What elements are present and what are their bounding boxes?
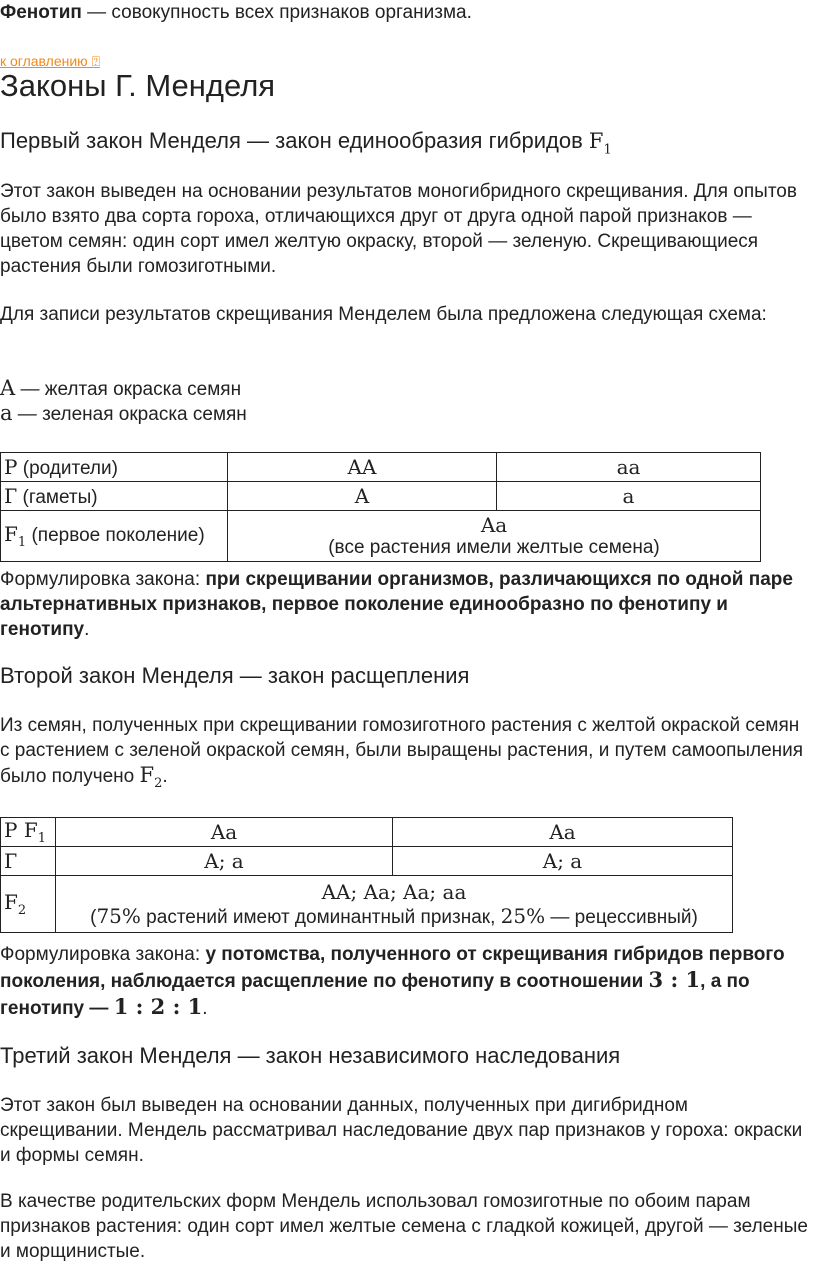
table-cell: aa — [497, 453, 761, 482]
legend-symbol: a — [0, 401, 13, 425]
law1-paragraph-2: Для записи результатов скрещивания Менделем была предложена следующая схема: — [0, 304, 767, 325]
table-cell: AA — [228, 453, 497, 482]
table-cell: AA; Aa; Aa; aa (75% растений имеют доминантный признак, 25% — рецессивный) — [56, 876, 733, 933]
phenotype-definition — [0, 0, 812, 25]
law1-heading-text: Первый закон Менделя — закон единообразия гибридов — [0, 128, 589, 153]
law3-paragraph-1: Этот закон был выведен на основании данных, полученных при дигибридном скрещивании. Мендель рассматривал наследование двух пар признаков у гороха: окраски и формы семян. — [0, 1095, 803, 1166]
law2-heading: Второй закон Менделя — закон расщепления — [0, 663, 470, 688]
law1-heading-subscript: 1 — [603, 142, 612, 158]
table-row — [1, 511, 761, 562]
table-cell: Г (гаметы) — [1, 482, 228, 511]
law2-table — [0, 817, 733, 933]
table-row — [1, 453, 761, 482]
table-cell: A — [228, 482, 497, 511]
table-cell: $F_2$ — [1, 876, 56, 933]
law3-paragraph-2: В качестве родительских форм Мендель использовал гомозиготные по обоим парам признаков растения: один сорт имел желтые семена с гладкой кожицей, другой — зеленые и морщинистые. — [0, 1191, 808, 1262]
law1-heading — [0, 128, 812, 157]
page-title: Законы Г. Менделя — [0, 68, 276, 103]
table-row — [1, 818, 733, 847]
table-cell: A; a — [56, 847, 393, 876]
table-row — [1, 847, 733, 876]
table-cell: A; a — [393, 847, 733, 876]
table-cell: Aa (все растения имели желтые семена) — [228, 511, 761, 562]
table-cell: P $F_1$ — [1, 818, 56, 847]
legend-text: — зеленая окраска семян — [12, 404, 247, 425]
law2-paragraph: Из семян, полученных при скрещивании гомозиготного растения с желтой окраской семян с растением с зеленой окраской семян, были выращены растения, и путем самоопыления было получено $F_2$. — [0, 715, 804, 791]
law1-heading-symbol: F — [588, 129, 604, 153]
table-cell: a — [497, 482, 761, 511]
legend-symbol: A — [0, 376, 16, 400]
toc-link[interactable]: к оглавлению ⍰ — [0, 53, 100, 69]
table-cell: $F_1$ (первое поколение) — [1, 511, 228, 562]
law1-formulation: Формулировка закона: при скрещивании организмов, различающихся по одной паре альтернативных признаков, первое поколение единообразно по фенотипу и генотипу. — [0, 569, 793, 640]
legend-text: — желтая окраска семян — [15, 379, 242, 400]
law1-paragraph-1: Этот закон выведен на основании результатов моногибридного скрещивания. Для опытов было взято два сорта гороха, отличающихся друг от друга одной парой признаков — цветом семян: один сорт имел желтую окраску, второй — зеленую. Скрещивающиеся растения были гомозиготными. — [0, 181, 797, 277]
table-cell: P (родители) — [1, 453, 228, 482]
phenotype-term: Фенотип — [0, 2, 82, 23]
law2-formulation: Формулировка закона: у потомства, полученного от скрещивания гибридов первого поколения, наблюдается расщепление по фенотипу в соотношении 3 : 1, а по генотипу — 1 : 2 : 1. — [0, 944, 785, 1019]
table-cell: Aa — [56, 818, 393, 847]
table-cell: Aa — [393, 818, 733, 847]
table-row — [1, 876, 733, 933]
legend-item — [0, 401, 812, 427]
phenotype-def: — совокупность всех признаков организма. — [81, 2, 472, 23]
table-row — [1, 482, 761, 511]
law1-table — [0, 452, 761, 562]
legend-item — [0, 376, 812, 402]
law3-heading: Третий закон Менделя — закон независимого наследования — [0, 1043, 621, 1068]
table-cell: Г — [1, 847, 56, 876]
